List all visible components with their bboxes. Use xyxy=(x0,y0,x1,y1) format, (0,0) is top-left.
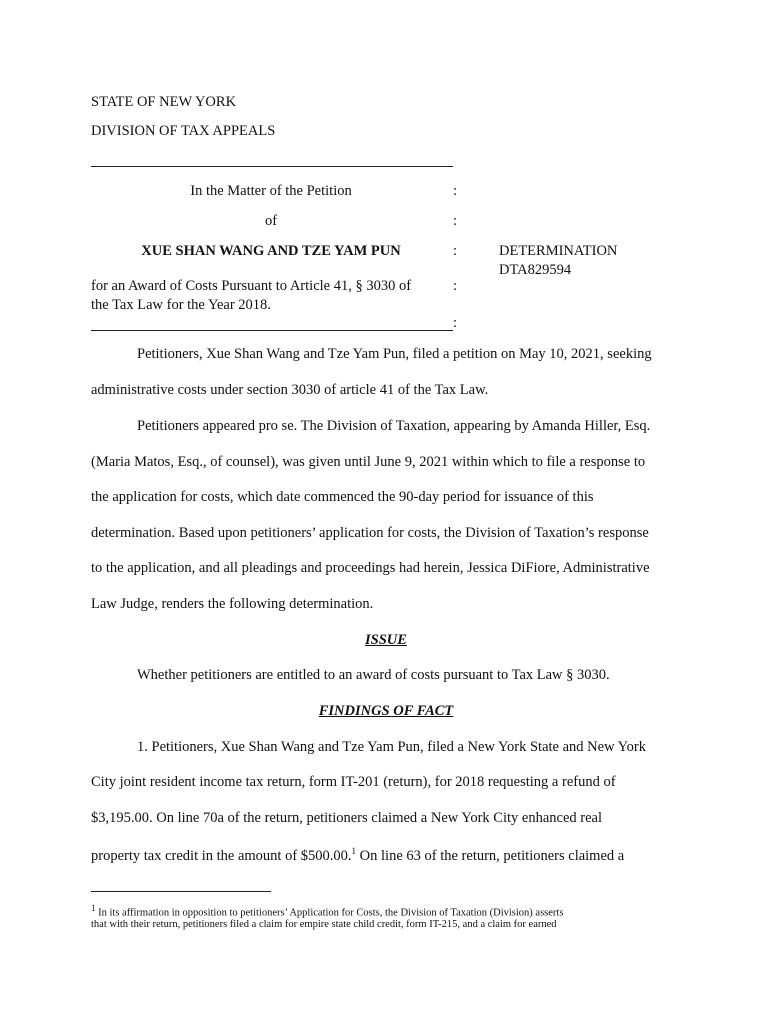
footnote-marker: 1 xyxy=(91,903,96,913)
paragraph-line: determination. Based upon petitioners’ application for costs, the Division of Taxation’s response xyxy=(91,525,649,541)
findings-heading-text: FINDINGS OF FACT xyxy=(318,703,454,719)
caption-colon: : xyxy=(453,243,458,259)
caption-top-rule xyxy=(91,166,453,167)
determination-label: DETERMINATION xyxy=(499,243,618,259)
issue-text: Whether petitioners are entitled to an award of costs pursuant to Tax Law § 3030. xyxy=(137,667,610,683)
caption-purpose-line2: the Tax Law for the Year 2018. xyxy=(91,297,271,313)
caption-bottom-rule xyxy=(91,330,453,331)
paragraph-line: City joint resident income tax return, form IT-201 (return), for 2018 requesting a refund of xyxy=(91,774,616,790)
caption-parties: XUE SHAN WANG AND TZE YAM PUN xyxy=(141,243,401,259)
findings-heading xyxy=(91,703,681,720)
caption-colon: : xyxy=(453,315,458,331)
paragraph-line: Petitioners appeared pro se. The Division of Taxation, appearing by Amanda Hiller, Esq. xyxy=(137,418,651,434)
paragraph-line: (Maria Matos, Esq., of counsel), was given until June 9, 2021 within which to file a response to xyxy=(91,454,646,470)
paragraph-line: administrative costs under section 3030 of article 41 of the Tax Law. xyxy=(91,382,489,398)
paragraph-line: 1. Petitioners, Xue Shan Wang and Tze Yam Pun, filed a New York State and New York xyxy=(137,739,646,755)
caption-matter: In the Matter of the Petition xyxy=(190,183,352,199)
paragraph-text: On line 63 of the return, petitioners claimed a xyxy=(356,847,625,864)
issue-heading-text: ISSUE xyxy=(365,632,407,648)
paragraph-text: property tax credit in the amount of $500.00. xyxy=(91,847,352,864)
footnote-rule xyxy=(91,891,271,892)
determination-number: DTA829594 xyxy=(499,262,572,278)
paragraph-line: the application for costs, which date commenced the 90-day period for issuance of this xyxy=(91,489,594,505)
paragraph-line xyxy=(91,846,681,865)
footnote-line: that with their return, petitioners filed a claim for empire state child credit, form IT-215, and a claim for earned xyxy=(91,919,557,930)
footnote-reference: 1 xyxy=(351,846,357,856)
paragraph-line: Law Judge, renders the following determination. xyxy=(91,596,374,612)
caption-of: of xyxy=(264,213,278,229)
caption-colon: : xyxy=(453,278,458,294)
paragraph-line: $3,195.00. On line 70a of the return, petitioners claimed a New York City enhanced real xyxy=(91,810,602,826)
caption-purpose-line1: for an Award of Costs Pursuant to Article 41, § 3030 of xyxy=(91,278,412,294)
caption-colon: : xyxy=(453,213,458,229)
paragraph-line: Petitioners, Xue Shan Wang and Tze Yam Pun, filed a petition on May 10, 2021, seeking xyxy=(137,346,652,362)
issue-heading xyxy=(91,632,681,649)
agency-division: DIVISION OF TAX APPEALS xyxy=(91,123,276,139)
footnote-text: In its affirmation in opposition to petitioners’ Application for Costs, the Division of Taxation (Division) asserts xyxy=(95,907,564,919)
caption-colon: : xyxy=(453,183,458,199)
paragraph-line: to the application, and all pleadings and proceedings had herein, Jessica DiFiore, Administrative xyxy=(91,560,650,576)
footnote-line xyxy=(91,903,563,919)
agency-state: STATE OF NEW YORK xyxy=(91,94,237,110)
